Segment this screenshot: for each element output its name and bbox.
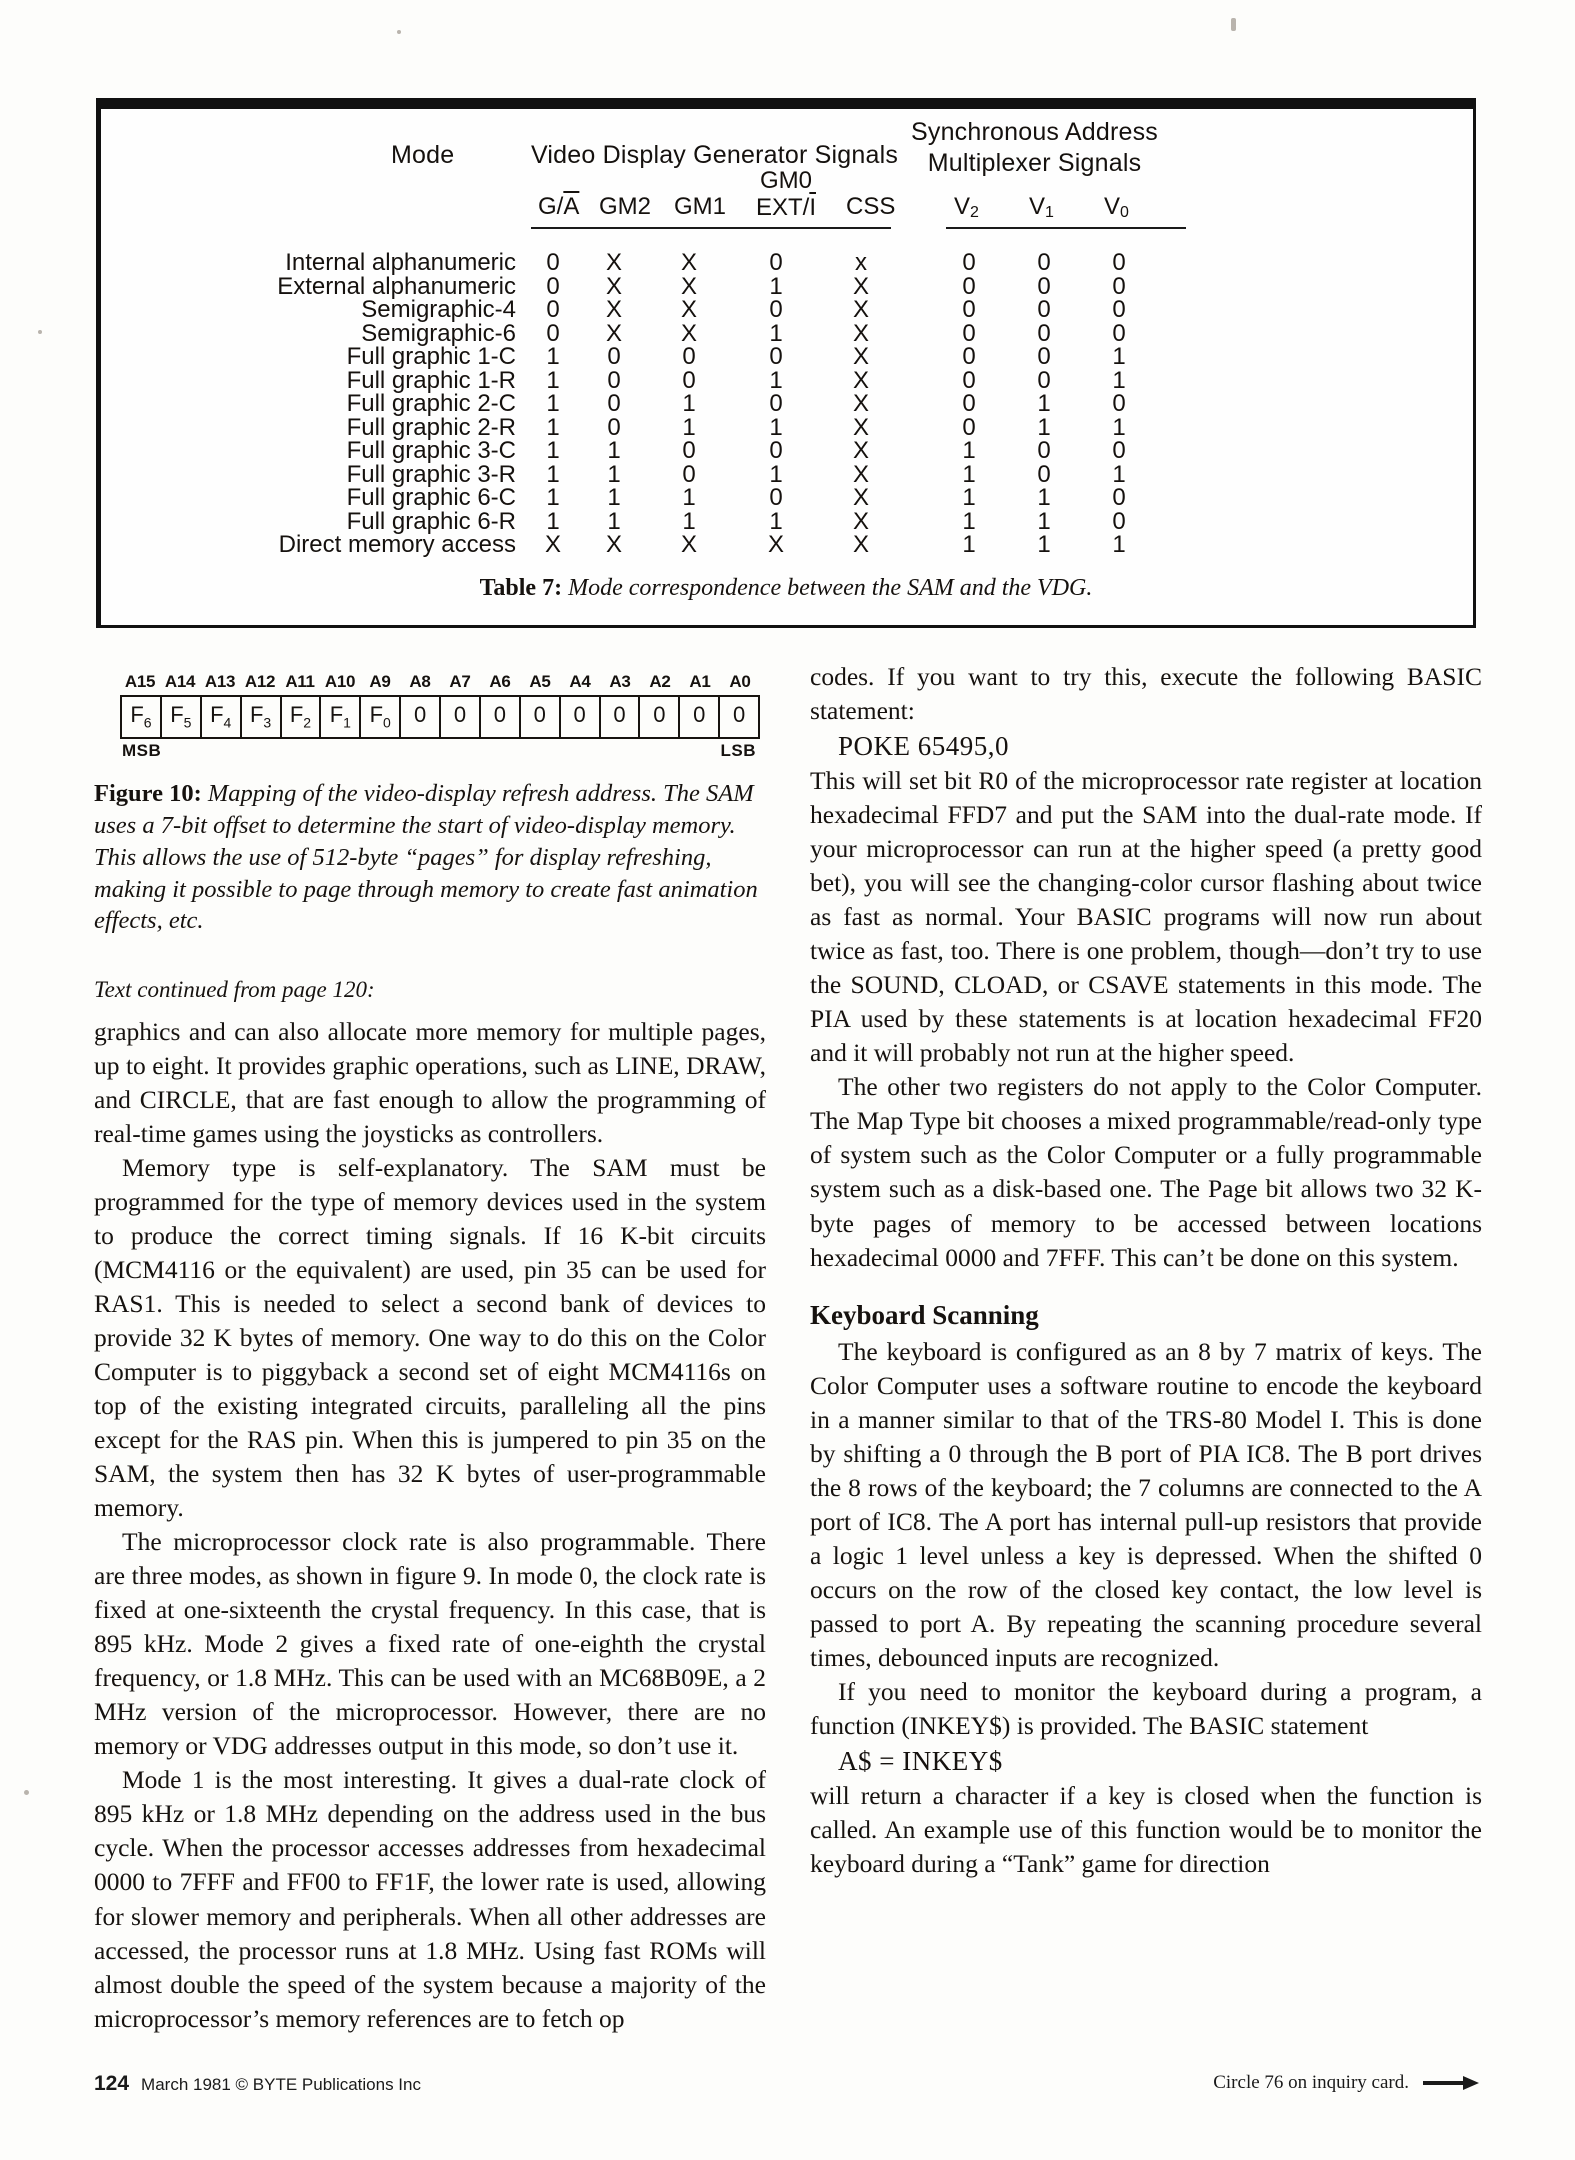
scan-speck [397,30,401,34]
table-cell-v1: 1 [1037,531,1051,558]
code-poke-statement: POKE 65495,0 [838,731,1010,762]
figure-bit-cell: $F_1$ [321,697,361,737]
table-cell-v2: 0 [962,249,976,276]
table-cell-ga: 1 [546,460,560,488]
table-cell-gm1: 1 [682,413,696,441]
figure-bit-cell: 0 [601,697,641,737]
figure-address-label: A12 [244,672,276,691]
table-cell-ga: 1 [546,484,560,511]
table-cell-v2: 1 [962,460,976,488]
paragraph: If you need to monitor the keyboard during a program, a function (INKEY$) is provided. The BASIC statement [810,1676,1482,1740]
table-cell-ext: 1 [769,507,783,535]
figure-bit-cell: $F_6$ [122,697,162,737]
figure-bit-cell: 0 [481,697,521,737]
col-header-ext: EXT/$\overline{I}$ [755,194,816,222]
table-caption [96,575,1476,602]
table-cell-ga: 0 [546,272,560,300]
table-cell-v1: 1 [1037,390,1051,417]
table-cell-v1: 0 [1037,437,1051,464]
table-row-label: Full graphic 2-R [346,413,516,441]
table-cell-v1: 0 [1037,272,1051,300]
table-cell-v2: 1 [962,507,976,535]
figure-bit-cell: 0 [561,697,601,737]
sam-header-rule [946,227,1186,229]
table-cell-v2: 0 [962,296,976,323]
table-cell-ga: 1 [546,437,560,464]
figure-bit-cell: $F_3$ [242,697,282,737]
figure-bit-cell: 0 [441,697,481,737]
table-cell-v2: 0 [962,413,976,441]
table-cell-v0: 1 [1112,343,1126,370]
page-number: 124 [94,2072,130,2095]
msb-label: MSB [122,741,162,761]
paragraph: Memory type is self-explanatory. The SAM must be programmed for the type of memory devices used in the system to produce the correct timing signals. If 16 K-bit circuits (MCM4116 or the equivalent) are used, pin 35 can be used for RAS1. This is needed to select a second bank of devices to provide 32 K bytes of memory. One way to do this on the Color Computer is to piggyback a second set of eight MCM4116s on top of the existing integrated circuits, paralleling all the pins except for the RAS pin. When this is jumpered to pin 35 on the SAM, the system then has 32 K bytes of user-programmable memory. [94,1152,766,1523]
table-cell-css: X [852,507,869,535]
figure-address-label: A5 [529,672,551,691]
paragraph: Mode 1 is the most interesting. It gives a dual-rate clock of 895 kHz or 1.8 MHz depending on the address used in the bus cycle. When the processor accesses addresses from hexadecimal 0000 to 7FFF and FF00 to FF1F, the lower rate is used, allowing for slower memory and peripherals. When all other addresses are accessed, the processor runs at 1.8 MHz. Using fast ROMs will almost double the speed of the system because a majority of the microprocessor’s memory references are to fetch op [94,1765,766,2033]
table-cell-v2: 0 [962,272,976,300]
figure-address-label: A0 [729,672,751,691]
footer-imprint: March 1981 © BYTE Publications Inc [141,2075,421,2094]
table-cell-ext: 0 [769,390,783,417]
table-cell-ext: 1 [769,460,783,488]
col-header-v2: V2 [954,193,979,221]
right-text-column [810,660,1482,1881]
figure-bit-cell: $F_4$ [202,697,242,737]
table-cell-gm2: 1 [607,484,621,511]
table-cell-css: X [852,390,869,417]
section-heading-keyboard-scanning: Keyboard Scanning [810,1299,1039,1330]
table-cell-ext: 1 [769,366,783,394]
table-cell-ga: 1 [546,413,560,441]
table-cell-v1: 0 [1037,249,1051,276]
table-cell-ext: 0 [769,249,783,276]
table-row-label: Full graphic 3-C [346,437,516,464]
table-cell-gm2: 0 [607,413,621,441]
table-group-header-sam [911,117,1158,178]
table-row-label: Internal alphanumeric [285,249,516,276]
lsb-label: LSB [720,741,756,761]
table-cell-gm1: 0 [682,460,696,488]
table-cell-v1: 0 [1037,460,1051,488]
footer-right [1213,2072,1479,2094]
table-cell-css: X [852,531,869,558]
table-cell-gm2: 1 [607,507,621,535]
table-cell-v0: 1 [1112,531,1126,558]
arrow-right-icon [1423,2078,1479,2088]
table-cell-v0: 0 [1112,319,1126,347]
table-cell-gm2: X [605,531,622,558]
figure-bit-cell: $F_0$ [361,697,401,737]
table-cell-gm2: X [605,319,622,347]
table-cell-gm2: 0 [607,390,621,417]
table-row-label: Full graphic 6-R [346,507,516,535]
figure-address-label: A7 [449,672,471,691]
table-cell-v1: 0 [1037,366,1051,394]
table-cell-gm1: 1 [682,507,696,535]
table-cell-v0: 0 [1112,437,1126,464]
sam-header-line-1: Synchronous Address [911,118,1159,146]
table-cell-gm2: 0 [607,366,621,394]
table-cell-ext: X [767,531,784,558]
table-cell-gm2: 1 [607,437,621,464]
figure-address-label: A9 [369,672,391,691]
table-group-header-mode: Mode [391,141,455,169]
paragraph: codes. If you want to try this, execute the following BASIC statement: [810,662,1482,726]
table-cell-gm1: 0 [682,366,696,394]
table-cell-v0: 0 [1112,272,1126,300]
table-cell-v1: 1 [1037,484,1051,511]
table-cell-v0: 0 [1112,484,1126,511]
table-cell-v2: 0 [962,366,976,394]
figure-address-label: A10 [324,672,356,691]
figure-bit-cell: 0 [680,697,720,737]
figure-bit-cell: 0 [401,697,441,737]
table-cell-css: X [852,460,869,488]
table-cell-css: X [852,296,869,323]
figure-address-label: A11 [285,672,315,691]
table-cell-gm1: X [680,296,697,323]
table-cell-ga: X [544,531,561,558]
table-cell-gm2: 1 [607,460,621,488]
table-cell-gm1: X [680,272,697,300]
table-caption-text: Mode correspondence between the SAM and the VDG. [568,575,1093,601]
table-row-label: Full graphic 6-C [346,484,516,511]
table-cell-v2: 1 [962,437,976,464]
col-header-gm0: GM0 [759,167,812,194]
table-cell-ext: 1 [769,413,783,441]
figure-address-label: A6 [489,672,511,691]
table-cell-gm1: 0 [682,343,696,370]
figure-address-label: A3 [609,672,631,691]
table-cell-v0: 1 [1112,460,1126,488]
table-cell-gm1: X [680,531,697,558]
paragraph: The keyboard is configured as an 8 by 7 matrix of keys. The Color Computer uses a software routine to encode the keyboard in a manner similar to that of the TRS-80 Model I. This is done by shifting a 0 through the B port of PIA IC8. The B port drives the 8 rows of the keyboard; the 7 columns are connected to the A port of IC8. The A port has internal pull-up resistors that provide a logic 1 level unless a key is depressed. When the shifted 0 occurs on the row of the closed key contact, the low level is passed to port A. By repeating the scanning procedure several times, debounced inputs are recognized. [810,1336,1482,1672]
table-cell-ga: 1 [546,366,560,394]
table-cell-v2: 0 [962,343,976,370]
table-cell-ext: 0 [769,484,783,511]
col-header-gm1: GM1 [674,193,727,220]
table-cell-v0: 0 [1112,296,1126,323]
table-cell-gm1: 0 [682,437,696,464]
table-cell-v2: 1 [962,484,976,511]
figure-bit-cell: $F_5$ [162,697,202,737]
table-row-label: External alphanumeric [277,272,516,300]
table-cell-gm2: X [605,272,622,300]
paragraph: The microprocessor clock rate is also programmable. There are three modes, as shown in figure 9. In mode 0, the clock rate is fixed at one-sixteenth the crystal frequency. In this case, that is 895 kHz. Mode 2 gives a fixed rate of one-eighth the crystal frequency, or 1.8 MHz. This can be used with an MC68B09E, a 2 MHz version of the microprocessor. However, there are no memory or VDG addresses output in this mode, so don’t use it. [94,1527,766,1761]
figure-address-label: A15 [124,672,156,691]
table-row-label: Full graphic 1-C [346,343,516,370]
table-cell-v1: 0 [1037,319,1051,347]
table-cell-v2: 0 [962,390,976,417]
text-continued-note: Text continued from page 120: [94,977,375,1002]
code-inkey-statement: A$ = INKEY$ [838,1745,1003,1776]
table-7 [96,98,1476,628]
table-row-label: Semigraphic-4 [361,296,516,323]
scan-speck [38,330,42,334]
table-cell-gm2: 0 [607,343,621,370]
table-cell-gm1: X [680,249,697,276]
figure-10-caption [94,778,766,937]
figure-caption-label: Figure 10: [94,780,202,807]
figure-bit-cell: 0 [732,702,746,727]
table-cell-ga: 1 [546,507,560,535]
figure-bit-cell: 0 [640,697,680,737]
table-cell-v2: 1 [962,531,976,558]
table-cell-css: X [852,319,869,347]
table-cell-v1: 1 [1037,413,1051,441]
figure-address-label: A14 [164,672,196,691]
paragraph: This will set bit R0 of the microprocessor rate register at location hexadecimal FFD7 and put the SAM into the dual-rate mode. If your microprocessor can run at the higher speed (a pretty good bet), you will see the changing-color cursor flashing about twice as fast as normal. Your BASIC programs will now run about twice as fast, too. There is one problem, though—don’t try to use the SOUND, CLOAD, or CSAVE statements in this mode. The PIA used by these statements is at location hexadecimal FF20 and it will probably not run at the higher speed. [810,766,1482,1068]
table-cell-gm2: X [605,296,622,323]
table-cell-v1: 1 [1037,507,1051,535]
table-group-header-vdg: Video Display Generator Signals [531,141,899,169]
figure-address-label: A1 [689,672,711,691]
vdg-header-rule [531,227,891,229]
table-cell-css: X [852,366,869,394]
left-text-column [94,975,766,2036]
table-cell-css: X [852,484,869,511]
table-cell-gm1: 1 [682,484,696,511]
paragraph: graphics and can also allocate more memory for multiple pages, up to eight. It provides graphic operations, such as LINE, DRAW, and CIRCLE, that are fast enough to allow the programming of real-time games using the joysticks as controllers. [94,1016,766,1148]
table-cell-css: X [852,437,869,464]
col-header-ga: $G/\overline{A}$ [538,193,580,220]
table-cell-gm2: X [605,249,622,276]
table-row-label: Full graphic 1-R [346,366,516,394]
figure-bit-cell: 0 [521,697,561,737]
table-cell-ext: 0 [769,343,783,370]
table-cell-ga: 1 [546,390,560,417]
col-header-v1: V1 [1029,193,1054,221]
table-cell-ga: 1 [546,343,560,370]
paragraph: The other two registers do not apply to the Color Computer. The Map Type bit chooses a mixed programmable/read-only type of system such as the Color Computer or a fully programmable system such as a disk-based one. The Page bit allows two 32 K-byte pages of memory to be accessed between locations hexadecimal 0000 and 7FFF. This can’t be done on this system. [810,1072,1482,1272]
table-cell-v0: 0 [1112,390,1126,417]
table-cell-v1: 0 [1037,343,1051,370]
figure-address-label: A4 [569,672,591,691]
sam-header-line-2: Multiplexer Signals [927,148,1142,177]
table-cell-v2: 0 [962,319,976,347]
col-header-gm2: GM2 [599,193,652,220]
figure-address-label: A13 [204,672,236,691]
table-cell-ga: 0 [546,319,560,347]
table-cell-css: X [852,272,869,300]
table-cell-ext: 0 [769,437,783,464]
figure-endpoints [120,739,760,761]
table-cell-v0: 1 [1112,366,1126,394]
table-cell-v0: 0 [1112,249,1126,276]
figure-address-label: A8 [409,672,431,691]
table-cell-css: x [855,249,867,276]
table-cell-gm1: X [680,319,697,347]
table-cell-v0: 1 [1112,413,1126,441]
table-cell-v0: 0 [1112,507,1126,535]
table-cell-ext: 1 [769,319,783,347]
table-cell-ext: 1 [769,272,783,300]
table-cell-v1: 0 [1037,296,1051,323]
table-row-label: Full graphic 3-R [346,460,516,488]
table-caption-label: Table 7: [479,575,563,601]
paragraph: will return a character if a key is closed when the function is called. An example use of this function would be to monitor the keyboard during a “Tank” game for direction [810,1781,1482,1879]
figure-address-label: A2 [649,672,671,691]
table-cell-ga: 0 [546,249,560,276]
col-header-gm0-ext [741,167,831,222]
table-cell-css: X [852,413,869,441]
figure-caption-text: Mapping of the video-display refresh address. The SAM uses a 7-bit offset to determine the start of video-display memory. This allows the use of 512-byte “pages” for display refreshing, making it possible to page through memory to create fast animation effects, etc. [94,780,758,935]
table-cell-ga: 0 [546,296,560,323]
scan-speck [24,1790,29,1795]
table-row-label: Direct memory access [278,531,516,558]
figure-bit-cells [120,695,760,739]
footer-left [94,2072,421,2096]
scan-speck [1231,18,1236,31]
table-cell-css: X [852,343,869,370]
col-header-css: CSS [846,193,896,220]
col-header-v0: V0 [1104,193,1129,221]
figure-10-diagram [120,672,760,761]
table-row-label: Semigraphic-6 [361,319,516,347]
figure-bit-cell: $F_2$ [282,697,322,737]
table-cell-gm1: 1 [682,390,696,417]
table-cell-ext: 0 [769,296,783,323]
figure-address-labels [120,672,760,692]
table-row-label: Full graphic 2-C [346,390,516,417]
inquiry-card-text: Circle 76 on inquiry card. [1213,2072,1409,2093]
